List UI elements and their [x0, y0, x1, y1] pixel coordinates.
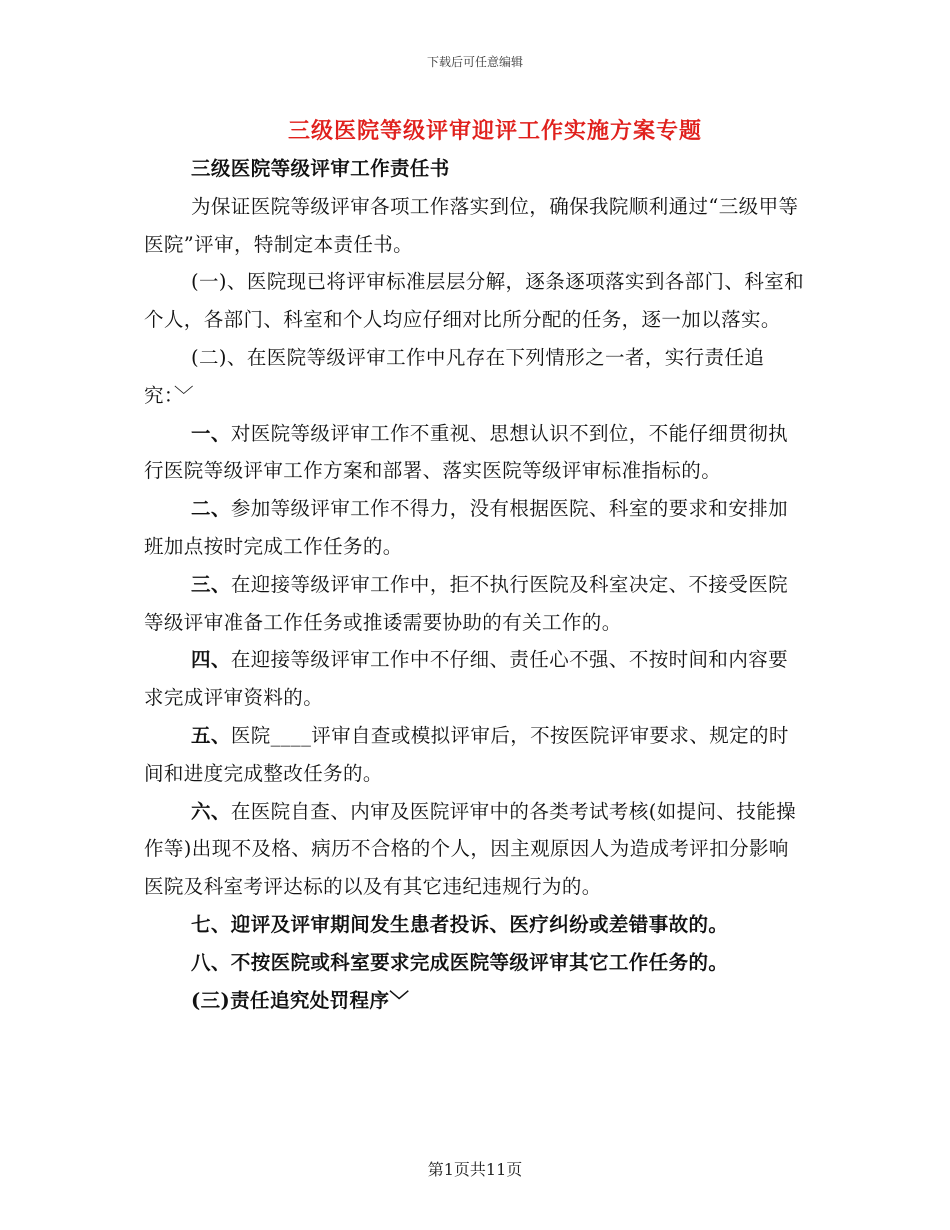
item-text: 对医院等级评审工作不重视、思想认识不到位，不能仔细贯彻执行医院等级评审工作方案和部署、落实医院等级评审标准指标的。	[144, 421, 789, 483]
item-number: 四、	[191, 648, 231, 672]
list-item	[144, 490, 806, 566]
item-text: 参加等级评审工作不得力，没有根据医院、科室的要求和安排加班加点按时完成工作任务的。	[144, 497, 789, 558]
item-text: 在迎接等级评审工作中不仔细、责任心不强、不按时间和内容要求完成评审资料的。	[144, 648, 789, 710]
list-item	[144, 566, 806, 642]
item-number: 三、	[191, 572, 231, 596]
document-title: 三级医院等级评审迎评工作实施方案专题	[287, 118, 702, 144]
subtitle: 三级医院等级评审工作责任书	[191, 157, 450, 180]
document-body	[144, 150, 806, 1019]
item-number: 一、	[191, 421, 231, 445]
item-8: 八、不按医院或科室要求完成医院等级评审其它工作任务的。	[191, 950, 729, 974]
list-item	[144, 641, 806, 717]
item-number: 六、	[191, 799, 231, 823]
item-number: 五、	[191, 723, 231, 747]
intro-paragraph: 为保证医院等级评审各项工作落实到位，确保我院顺利通过“三级甲等医院”评审，特制定本责任书。	[144, 194, 799, 256]
clause-2: (二)、在医院等级评审工作中凡存在下列情形之一者，实行责任追究：﹀	[144, 345, 765, 407]
item-text: 在医院自查、内审及医院评审中的各类考试考核(如提问、技能操作等)出现不及格、病历不合格的个人，因主观原因人为造成考评扣分影响医院及科室考评达标的以及有其它违纪违规行为的。	[144, 799, 797, 899]
clause-1: (一)、医院现已将评审标准层层分解，逐条逐项落实到各部门、科室和个人，各部门、科室和个人均应仔细对比所分配的任务，逐一加以落实。	[144, 270, 805, 332]
item-text: 在迎接等级评审工作中，拒不执行医院及科室决定、不接受医院等级评审准备工作任务或推诿需要协助的有关工作的。	[144, 572, 789, 634]
item-7: 七、迎评及评审期间发生患者投诉、医疗纠纷或差错事故的。	[191, 912, 729, 936]
list-item	[144, 717, 806, 793]
item-number: 二、	[191, 497, 231, 521]
page-number: 第1页共11页	[427, 1160, 523, 1179]
header-note: 下载后可任意编辑	[426, 55, 523, 69]
item-text: 医院____评审自查或模拟评审后，不按医院评审要求、规定的时间和进度完成整改任务的。	[144, 723, 789, 785]
clause-3: (三)责任追究处罚程序﹀	[191, 988, 410, 1012]
list-item	[144, 793, 806, 906]
list-item	[144, 415, 806, 491]
